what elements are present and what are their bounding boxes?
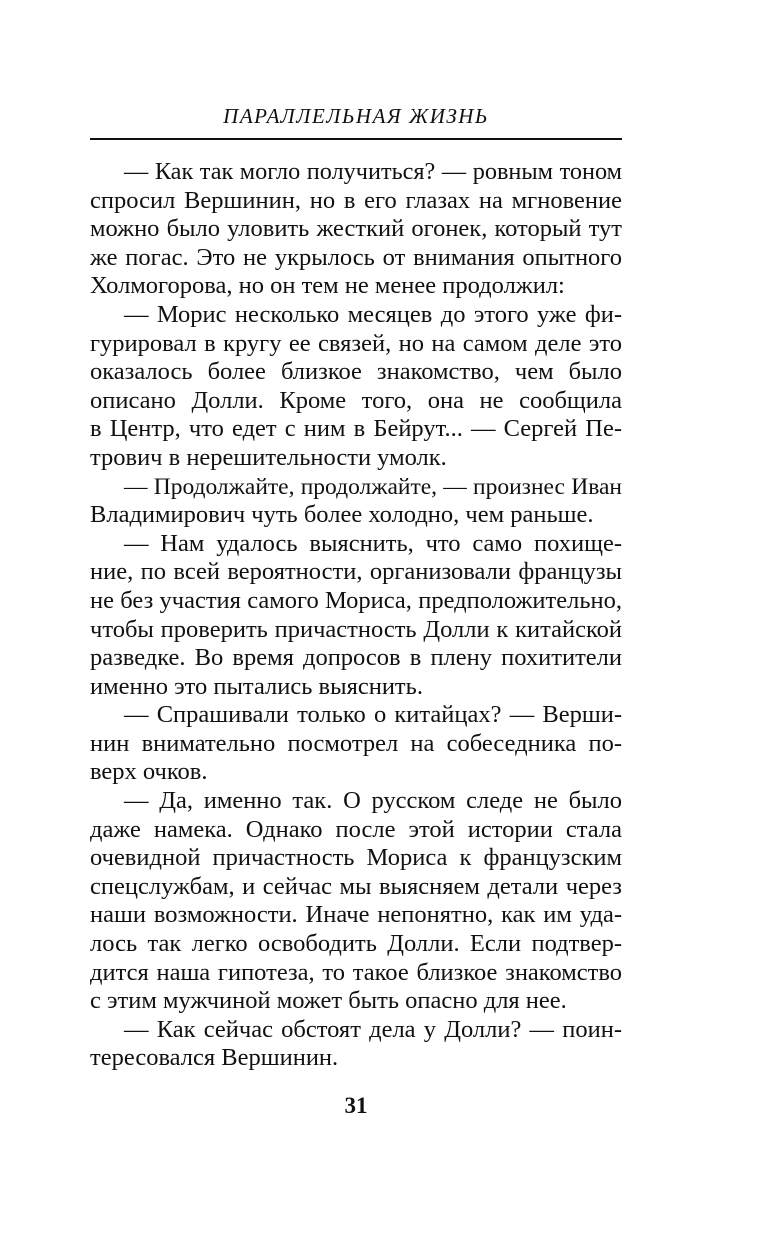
text-line: — Нам удалось выяснить, что само похище- (124, 529, 622, 557)
text-line: Владимирович чуть более холодно, чем раньше. (90, 501, 594, 529)
text-line: — Да, именно так. О русском следе не было (124, 787, 622, 815)
running-header: ПАРАЛЛЕЛЬНАЯ ЖИЗНЬ (223, 104, 489, 128)
text-line: разведке. Во время допросов в плену похитители (90, 644, 622, 672)
text-line: тересовался Вершинин. (90, 1044, 339, 1072)
text-line: — Морис несколько месяцев до этого уже фи- (124, 300, 622, 328)
text-line: спросил Вершинин, но в его глазах на мгновение (90, 186, 622, 214)
text-line: именно это пытались выяснить. (90, 672, 423, 700)
text-line: — Спрашивали только о китайцах? — Верши- (124, 701, 622, 729)
text-line: — Как так могло получиться? — ровным тоном (124, 158, 622, 185)
text-line: можно было уловить жесткий огонек, который тут (90, 215, 622, 243)
text-line: описано Долли. Кроме того, она не сообщила (90, 386, 622, 414)
text-line: гурировал в кругу ее связей, но на самом деле это (90, 329, 622, 357)
text-line: лось так легко освободить Долли. Если подтвер- (90, 930, 622, 958)
text-line: дится наша гипотеза, то такое близкое знакомство (90, 958, 622, 986)
text-line: ние, по всей вероятности, организовали французы (90, 558, 622, 586)
body-text (90, 158, 622, 1073)
text-line: же погас. Это не укрылось от внимания опытного (90, 243, 622, 271)
header-rule (90, 138, 622, 140)
page-number: 31 (344, 1093, 368, 1118)
text-line: даже намека. Однако после этой истории стала (90, 815, 622, 843)
text-line: наши возможности. Иначе непонятно, как им уда- (90, 901, 622, 929)
text-line: с этим мужчиной может быть опасно для нее. (90, 987, 567, 1015)
text-line: Холмогорова, но он тем не менее продолжил: (90, 272, 565, 300)
text-line: — Как сейчас обстоят дела у Долли? — поин- (124, 1015, 622, 1043)
text-line: трович в нерешительности умолк. (90, 443, 447, 471)
text-line: очевидной причастность Мориса к французским (90, 844, 622, 872)
text-line: верх очков. (90, 758, 208, 786)
text-line: оказалось более близкое знакомство, чем было (90, 358, 622, 386)
text-line: нин внимательно посмотрел на собеседника по- (90, 729, 622, 757)
text-line: спецслужбам, и сейчас мы выясняем детали через (90, 872, 622, 900)
text-line: чтобы проверить причастность Долли к китайской (90, 615, 622, 643)
text-line: в Центр, что едет с ним в Бейрут... — Сергей Пе- (90, 415, 622, 443)
text-line: — Продолжайте, продолжайте, — произнес Иван (124, 473, 622, 500)
text-line: не без участия самого Мориса, предположительно, (90, 586, 622, 614)
